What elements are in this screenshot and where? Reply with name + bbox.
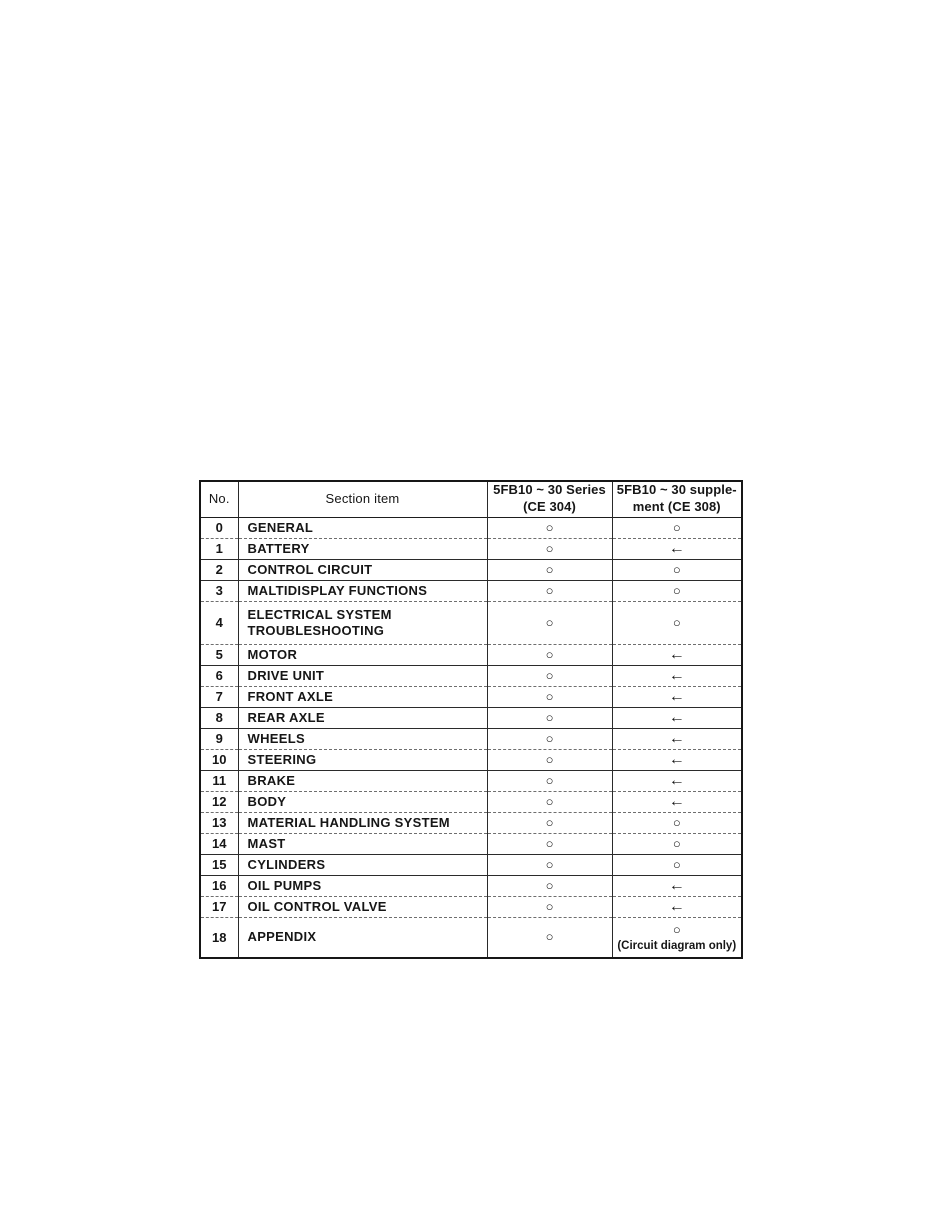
supplement-mark-cell [612,749,742,770]
supplement-mark-cell [612,812,742,833]
series-mark-cell [487,580,612,601]
supplement-mark-cell [612,791,742,812]
supplement-mark-cell [612,686,742,707]
circle-mark-icon: ○ [545,582,554,598]
row-number: 5 [215,647,223,662]
series-mark-cell [487,812,612,833]
row-number: 9 [215,731,223,746]
circle-mark-icon: ○ [545,856,554,872]
arrow-mark-icon: ← [668,750,685,768]
row-section-item: BODY [238,791,487,812]
supplement-mark-cell [612,770,742,791]
arrow-mark-icon: ← [668,708,685,726]
table-row [200,580,742,601]
table-row [200,728,742,749]
row-section-item: OIL PUMPS [238,875,487,896]
row-section-item: STEERING [238,749,487,770]
supplement-mark-cell [612,854,742,875]
row-number: 0 [215,520,223,535]
supplement-mark-cell [612,896,742,917]
table-row [200,812,742,833]
row-section-item: MOTOR [238,644,487,665]
supplement-mark-cell [612,559,742,580]
series-mark-cell [487,517,612,538]
circle-mark-icon: ○ [545,877,554,893]
arrow-mark-icon: ← [668,666,685,684]
row-number: 15 [212,857,227,872]
row-section-item: ELECTRICAL SYSTEM TROUBLESHOOTING [238,601,487,644]
row-number: 13 [212,815,227,830]
series-mark-cell [487,770,612,791]
row-number: 4 [215,615,223,630]
row-number: 8 [215,710,223,725]
arrow-mark-icon: ← [668,645,685,663]
supplement-mark-cell [612,580,742,601]
arrow-mark-icon: ← [668,729,685,747]
row-number: 14 [212,836,227,851]
row-number: 16 [212,878,227,893]
circle-mark-icon: ○ [672,814,681,830]
circle-mark-icon: ○ [545,898,554,914]
table-row [200,686,742,707]
sections-table [199,480,743,959]
arrow-mark-icon: ← [668,876,685,894]
table-row [200,875,742,896]
arrow-mark-icon: ← [668,687,685,705]
circle-mark-icon: ○ [545,688,554,704]
series-mark-cell [487,875,612,896]
supplement-mark-cell [612,917,742,958]
row-number: 3 [215,583,223,598]
supplement-mark-cell [612,728,742,749]
supplement-mark-cell [612,875,742,896]
table-row [200,601,742,644]
row-section-item: APPENDIX [238,917,487,958]
series-mark-cell [487,707,612,728]
series-mark-cell [487,917,612,958]
series-mark-cell [487,538,612,559]
row-section-item: CYLINDERS [238,854,487,875]
circle-mark-icon: ○ [545,709,554,725]
table-row [200,917,742,958]
circle-mark-icon: ○ [545,519,554,535]
row-section-item: OIL CONTROL VALVE [238,896,487,917]
table-row [200,896,742,917]
col-header-section-item: Section item [238,481,487,517]
circle-mark-icon: ○ [545,540,554,556]
col-header-no: No. [208,490,230,506]
row-number: 7 [215,689,223,704]
arrow-mark-icon: ← [668,897,685,915]
col-header-series [487,481,612,517]
supplement-mark-cell [612,665,742,686]
row-number: 11 [212,773,227,788]
table-row [200,791,742,812]
supplement-mark-cell [612,601,742,644]
circle-mark-icon: ○ [545,646,554,662]
row-number: 1 [215,541,223,556]
supplement-mark-cell [612,833,742,854]
circle-mark-icon: ○ [672,582,681,598]
row-number: 10 [212,752,227,767]
circle-mark-icon: ○ [545,667,554,683]
arrow-mark-icon: ← [668,792,685,810]
row-section-item: FRONT AXLE [238,686,487,707]
circle-mark-icon: ○ [672,614,681,630]
circle-mark-icon: ○ [672,835,681,851]
series-mark-cell [487,749,612,770]
circle-mark-icon: ○ [545,614,554,630]
series-mark-cell [487,644,612,665]
circle-mark-icon: ○ [545,929,554,945]
row-number: 12 [212,794,227,809]
row-section-item: MATERIAL HANDLING SYSTEM [238,812,487,833]
table-row [200,749,742,770]
table-row [200,770,742,791]
table-row [200,665,742,686]
col-header-series-line1: 5FB10 ~ 30 Series [493,482,606,498]
table-row [200,538,742,559]
table-row [200,644,742,665]
col-header-supplement-line2: ment (CE 308) [632,499,721,515]
row-number: 2 [215,562,223,577]
circle-mark-icon: ○ [545,561,554,577]
row-section-item: DRIVE UNIT [238,665,487,686]
row-section-item: MAST [238,833,487,854]
circle-mark-icon: ○ [672,922,681,938]
series-mark-cell [487,728,612,749]
supplement-mark-cell [612,517,742,538]
series-mark-cell [487,665,612,686]
col-header-series-line2: (CE 304) [523,499,576,515]
circle-mark-icon: ○ [545,730,554,746]
table-row [200,833,742,854]
row-section-item: WHEELS [238,728,487,749]
series-mark-cell [487,686,612,707]
row-section-item: BRAKE [238,770,487,791]
header-row [200,481,742,517]
circle-mark-icon: ○ [545,835,554,851]
arrow-mark-icon: ← [668,539,685,557]
table-body [200,517,742,958]
col-header-supplement-line1: 5FB10 ~ 30 supple- [616,482,737,498]
supplement-mark-cell [612,538,742,559]
series-mark-cell [487,833,612,854]
row-section-item: BATTERY [238,538,487,559]
supplement-mark-cell [612,644,742,665]
row-number: 17 [212,899,227,914]
circle-mark-icon: ○ [672,519,681,535]
series-mark-cell [487,854,612,875]
col-header-supplement [612,481,742,517]
row-section-item: REAR AXLE [238,707,487,728]
table-row [200,707,742,728]
table-row [200,559,742,580]
series-mark-cell [487,601,612,644]
row-section-item: MALTIDISPLAY FUNCTIONS [238,580,487,601]
row-section-item: CONTROL CIRCUIT [238,559,487,580]
series-mark-cell [487,791,612,812]
row-section-item: GENERAL [238,517,487,538]
circle-mark-icon: ○ [545,793,554,809]
circle-mark-icon: ○ [672,856,681,872]
circle-mark-icon: ○ [672,561,681,577]
row-number: 18 [212,929,227,945]
circle-mark-icon: ○ [545,751,554,767]
series-mark-cell [487,559,612,580]
arrow-mark-icon: ← [668,771,685,789]
series-mark-cell [487,896,612,917]
circle-mark-icon: ○ [545,814,554,830]
circle-mark-icon: ○ [545,772,554,788]
supplement-note: (Circuit diagram only) [617,940,737,953]
row-number: 6 [215,668,223,683]
table-row [200,517,742,538]
table-row [200,854,742,875]
supplement-mark-cell [612,707,742,728]
